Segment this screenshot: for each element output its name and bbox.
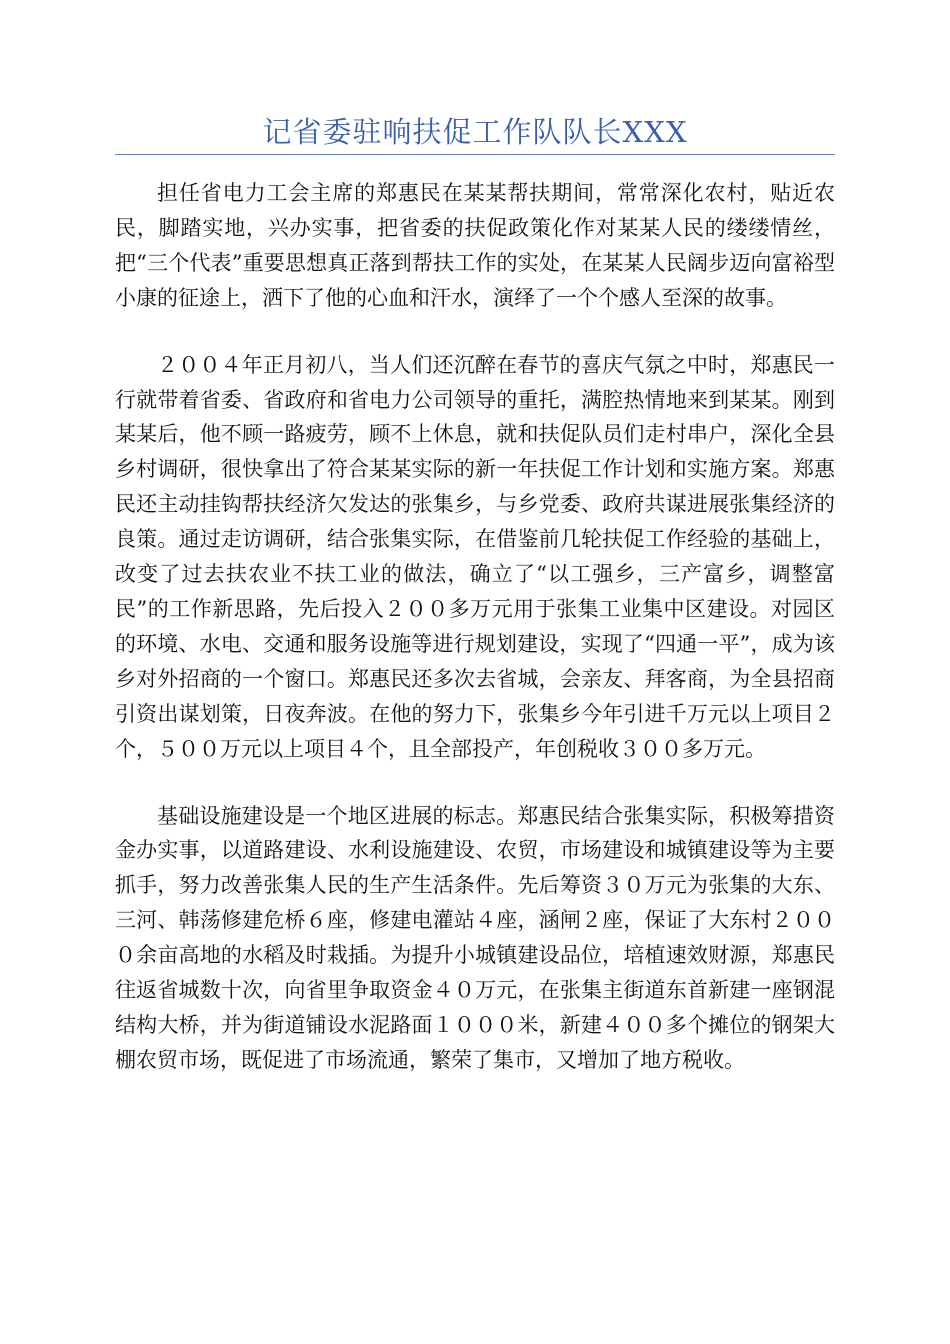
paragraph-intro: 担任省电力工会主席的郑惠民在某某帮扶期间，常常深化农村，贴近农民，脚踏实地，兴办实事，把省委的扶促政策化作对某某人民的缕缕情丝，把“三个代表”重要思想真正落到帮扶工作的实处，在某某人民阔步迈向富裕型小康的征途上，洒下了他的心血和汗水，演绎了一个个感人至深的故事。	[115, 181, 835, 310]
document-body	[115, 176, 835, 1102]
paragraph-infrastructure: 基础设施建设是一个地区进展的标志。郑惠民结合张集实际，积极筹措资金办实事，以道路建设、水利设施建设、农贸，市场建设和城镇建设等为主要抓手，努力改善张集人民的生产生活条件。先后筹资３０万元为张集的大东、三河、韩荡修建危桥６座，修建电灌站４座，涵闸２座，保证了大东村２０００余亩高地的水稻及时栽插。为提升小城镇建设品位，培植速效财源，郑惠民往返省城数十次，向省里争取资金４０万元，在张集主街道东首新建一座钢混结构大桥，并为街道铺设水泥路面１０００米，新建４００多个摊位的钢架大棚农贸市场，既促进了市场流通，繁荣了集市，又增加了地方税收。	[115, 803, 835, 1072]
paragraph-work-plan: ２００４年正月初八，当人们还沉醉在春节的喜庆气氛之中时，郑惠民一行就带着省委、省政府和省电力公司领导的重托，满腔热情地来到某某。刚到某某后，他不顾一路疲劳，顾不上休息，就和扶促队员们走村串户，深化全县乡村调研，很快拿出了符合某某实际的新一年扶促工作计划和实施方案。郑惠民还主动挂钩帮扶经济欠发达的张集乡，与乡党委、政府共谋进展张集经济的良策。通过走访调研，结合张集实际，在借鉴前几轮扶促工作经验的基础上，改变了过去扶农业不扶工业的做法，确立了“以工强乡，三产富乡，调整富民”的工作新思路，先后投入２００多万元用于张集工业集中区建设。对园区的环境、水电、交通和服务设施等进行规划建设，实现了“四通一平”，成为该乡对外招商的一个窗口。郑惠民还多次去省城，会亲友、拜客商，为全县招商引资出谋划策，日夜奔波。在他的努力下，张集乡今年引进千万元以上项目２个，５００万元以上项目４个，且全部投产，年创税收３００多万元。	[115, 352, 835, 761]
title-underline	[115, 154, 835, 155]
document-title: 记省委驻响扶促工作队队长XXX	[262, 115, 688, 149]
